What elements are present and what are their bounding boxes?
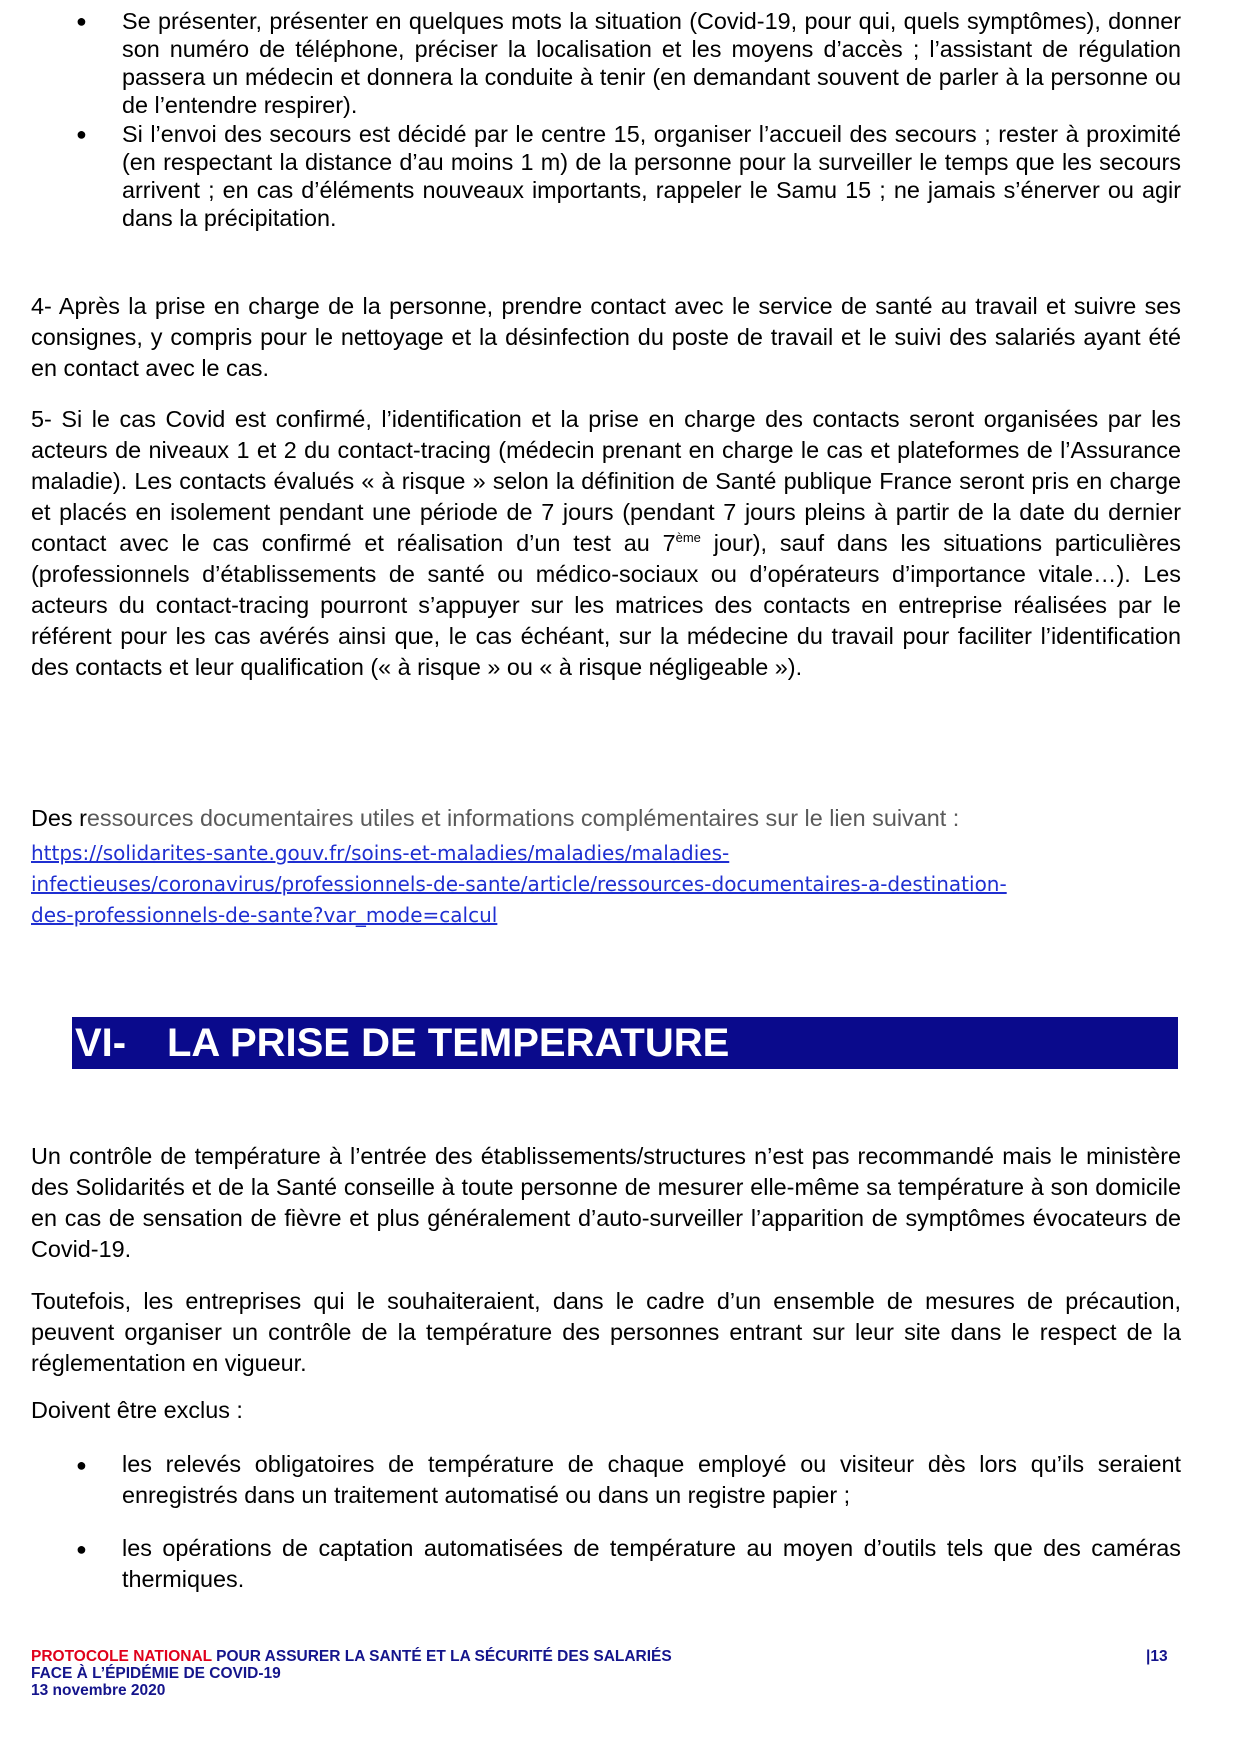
temperature-paragraph-1: Un contrôle de température à l’entrée des établissements/structures n’est pas recommandé mais le ministère des Solidarités et de la Santé conseille à toute personne de mesurer elle-même sa température à son domicile en cas de sensation de fièvre et plus généralement d’auto-surveiller l’apparition de symptômes évocateurs de Covid-19. xyxy=(31,1143,1181,1262)
section-number: VI- xyxy=(75,1021,127,1065)
footer-date: 13 novembre 2020 xyxy=(31,1682,166,1699)
temperature-paragraph-2: Toutefois, les entreprises qui le souhaiteraient, dans le cadre d’un ensemble de mesures de précaution, peuvent organiser un contrôle de la température des personnes entrant sur leur site dans le respect de la réglementation en vigueur. xyxy=(31,1288,1181,1376)
paragraph-5-text-continued: jour), sauf dans les situations particulières (professionnels d’établissements de santé ou médico-sociaux ou d’opérateurs d’importance vitale…). Les acteurs du contact-tracing pourront s’appuyer sur les matrices des contacts en entreprise réalisées par le référent pour les cas avérés ainsi que, le cas échéant, sur la médecine du travail pour faciliter l’identification des contacts et leur qualification (« à risque » ou « à risque négligeable »). xyxy=(31,530,1181,680)
link-line[interactable]: https://solidarites-sante.gouv.fr/soins-et-maladies/maladies/maladies- xyxy=(31,841,730,865)
bullet-icon: ● xyxy=(76,1539,87,1559)
footer-blue-text: POUR ASSURER LA SANTÉ ET LA SÉCURITÉ DES SALARIÉS xyxy=(211,1648,672,1665)
resources-intro xyxy=(31,803,1181,834)
temperature-paragraph-3: Doivent être exclus : xyxy=(31,1397,243,1423)
paragraph-5 xyxy=(31,404,1181,683)
list-item-text: Si l’envoi des secours est décidé par le centre 15, organiser l’accueil des secours ; rester à proximité (en respectant la distance d’au moins 1 m) de la personne pour la surveiller le temps que les secours arrivent ; en cas d’éléments nouveaux importants, rappeler le Samu 15 ; ne jamais s’énerver ou agir dans la précipitation. xyxy=(122,121,1181,231)
bullet-list-top xyxy=(31,7,1181,232)
list-item xyxy=(31,120,1181,232)
bullet-list-bottom xyxy=(31,1449,1181,1595)
bullet-icon: ● xyxy=(76,124,87,144)
section-heading xyxy=(72,1017,1178,1069)
link-line[interactable]: des-professionnels-de-sante?var_mode=calcul xyxy=(31,903,498,927)
footer-line-2: FACE À L’ÉPIDÉMIE DE COVID-19 xyxy=(31,1665,281,1682)
footer-red-text: PROTOCOLE NATIONAL xyxy=(31,1648,212,1665)
paragraph-5-text: 5- Si le cas Covid est confirmé, l’identification et la prise en charge des contacts seront organisées par les acteurs de niveaux 1 et 2 du contact-tracing (médecin prenant en charge le cas et plateformes de l’Assurance maladie). Les contacts évalués « à risque » selon la définition de Santé publique France seront pris en charge et placés en isolement pendant une période de 7 jours (pendant 7 jours pleins à partir de la date du dernier contact avec le cas confirmé et réalisation d’un test au 7 xyxy=(31,406,1181,556)
list-item-text: les opérations de captation automatisées de température au moyen d’outils tels que des caméras thermiques. xyxy=(122,1535,1181,1592)
paragraph-4: 4- Après la prise en charge de la personne, prendre contact avec le service de santé au travail et suivre ses consignes, y compris pour le nettoyage et la désinfection du poste de travail et le suivi des salariés ayant été en contact avec le cas. xyxy=(31,293,1181,381)
list-item-text: les relevés obligatoires de température de chaque employé ou visiteur dès lors qu’ils seraient enregistrés dans un traitement automatisé ou dans un registre papier ; xyxy=(122,1451,1181,1508)
bullet-icon: ● xyxy=(76,11,87,31)
bullet-icon: ● xyxy=(76,1455,87,1475)
page-number: |13 xyxy=(1146,1648,1168,1665)
link-line[interactable]: infectieuses/coronavirus/professionnels-de-sante/article/ressources-documentaires-a-destination- xyxy=(31,872,1007,896)
list-item xyxy=(31,1449,1181,1511)
list-item xyxy=(31,7,1181,119)
footer-line-1 xyxy=(31,1648,1181,1665)
resources-text: essources documentaires utiles et informations complémentaires sur le lien suivant : xyxy=(86,805,960,831)
list-item-text: Se présenter, présenter en quelques mots la situation (Covid-19, pour qui, quels symptômes), donner son numéro de téléphone, préciser la localisation et les moyens d’accès ; l’assistant de régulation passera un médecin et donnera la conduite à tenir (en demandant souvent de parler à la personne ou de l’entendre respirer). xyxy=(122,8,1181,118)
resources-prefix: Des r xyxy=(31,805,87,831)
page-footer xyxy=(31,1648,1181,1699)
section-title: LA PRISE DE TEMPERATURE xyxy=(167,1021,730,1065)
list-item xyxy=(31,1533,1181,1595)
superscript: ème xyxy=(675,530,701,546)
resources-link[interactable] xyxy=(31,838,1181,931)
